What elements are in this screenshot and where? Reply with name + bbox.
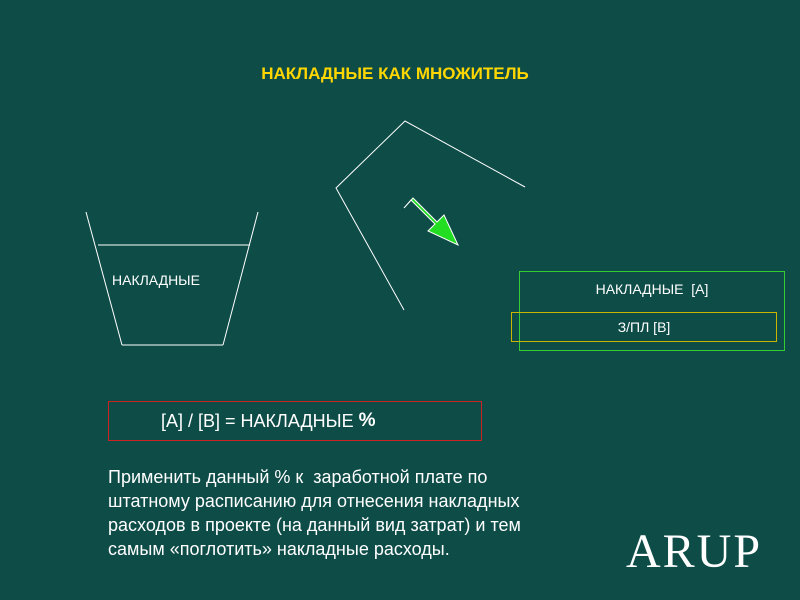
- formula-text: [А] / [В] = НАКЛАДНЫЕ: [161, 410, 354, 431]
- bucket-right-side: [223, 212, 258, 345]
- page-title: НАКЛАДНЫЕ КАК МНОЖИТЕЛЬ: [261, 64, 529, 83]
- description-line: самым «поглотить» накладные расходы.: [108, 539, 450, 559]
- formula-percent-symbol: %: [358, 410, 376, 431]
- description-text: [108, 465, 628, 561]
- overhead-box-label: НАКЛАДНЫЕ [А]: [595, 281, 709, 297]
- bucket-label: НАКЛАДНЫЕ: [112, 272, 200, 288]
- arrow-down-right-icon: [404, 198, 458, 245]
- salary-box: [511, 312, 777, 342]
- description-line: штатному расписанию для отнесения накладных: [108, 491, 520, 511]
- description-line: Применить данный % к заработной плате по: [108, 467, 488, 487]
- description-line: расходов в проекте (на данный вид затрат) и тем: [108, 515, 521, 535]
- formula-box: [108, 401, 482, 441]
- arup-logo: ARUP: [626, 525, 763, 578]
- salary-box-label: З/ПЛ [В]: [617, 319, 671, 335]
